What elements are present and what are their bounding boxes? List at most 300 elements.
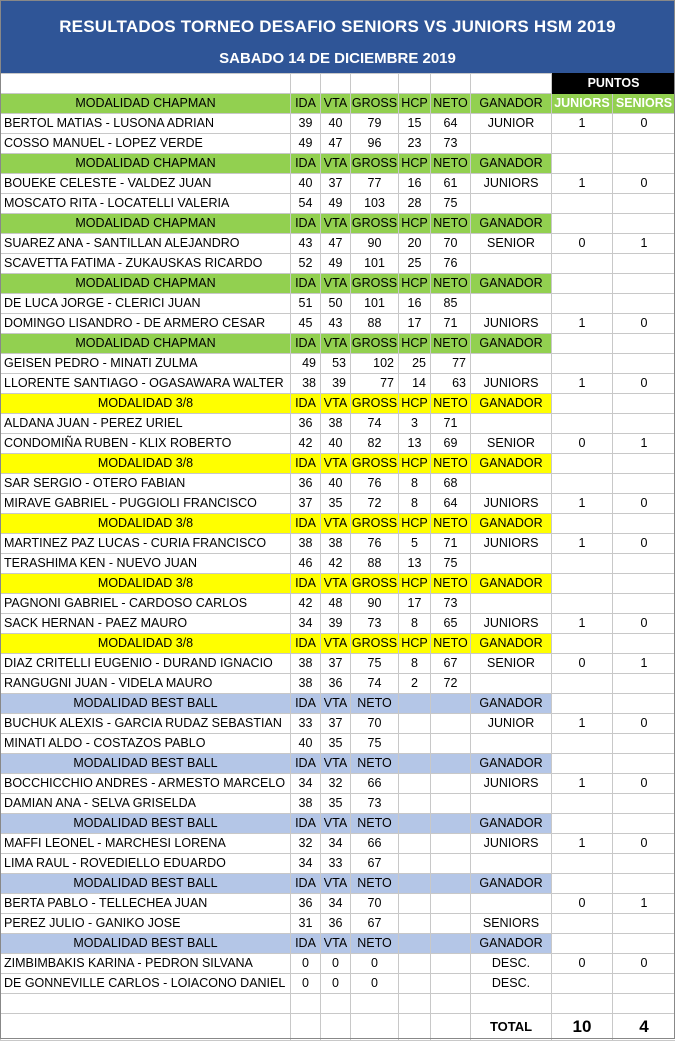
cell-empty	[552, 574, 613, 594]
points-juniors: 0	[552, 654, 613, 674]
score-hcp: 23	[399, 134, 431, 154]
col-ida: IDA	[291, 814, 321, 834]
col-ida: IDA	[291, 694, 321, 714]
points-seniors: 0	[613, 494, 675, 514]
points-juniors: 1	[552, 494, 613, 514]
modality-label: MODALIDAD CHAPMAN	[1, 274, 291, 294]
score-neto: 65	[431, 614, 471, 634]
score-vta: 35	[321, 494, 351, 514]
winner	[471, 734, 552, 754]
points-seniors: 1	[613, 434, 675, 454]
cell-empty	[613, 214, 675, 234]
pair-names: RANGUGNI JUAN - VIDELA MAURO	[1, 674, 291, 694]
score-hcp: 2	[399, 674, 431, 694]
cell-empty	[552, 514, 613, 534]
winner	[471, 294, 552, 314]
total-seniors: 4	[613, 1014, 675, 1041]
points-juniors: 1	[552, 534, 613, 554]
modality-label: MODALIDAD CHAPMAN	[1, 334, 291, 354]
modality-label: MODALIDAD 3/8	[1, 574, 291, 594]
score-neto: 70	[431, 234, 471, 254]
col-hcp	[399, 754, 431, 774]
winner: JUNIOR	[471, 114, 552, 134]
score-ida: 38	[291, 674, 321, 694]
pair-row	[1, 974, 675, 994]
col-gross: GROSS	[351, 334, 399, 354]
cell-empty	[613, 454, 675, 474]
pair-names: PEREZ JULIO - GANIKO JOSE	[1, 914, 291, 934]
score-vta: 37	[321, 714, 351, 734]
col-ganador: GANADOR	[471, 154, 552, 174]
cell-empty	[613, 334, 675, 354]
score-gross: 103	[351, 194, 399, 214]
winner: SENIORS	[471, 914, 552, 934]
score-hcp: 17	[399, 594, 431, 614]
score-gross: 77	[351, 374, 399, 394]
pair-names: MINATI ALDO - COSTAZOS PABLO	[1, 734, 291, 754]
winner: JUNIOR	[471, 714, 552, 734]
cell-empty	[613, 154, 675, 174]
score-hcp: 15	[399, 114, 431, 134]
pair-row	[1, 474, 675, 494]
col-ida: IDA	[291, 274, 321, 294]
col-neto: NETO	[431, 334, 471, 354]
points-seniors: 0	[613, 534, 675, 554]
col-gross: GROSS	[351, 154, 399, 174]
winner: JUNIORS	[471, 834, 552, 854]
winner: SENIOR	[471, 234, 552, 254]
cell-empty	[431, 1014, 471, 1041]
modality-label: MODALIDAD CHAPMAN	[1, 154, 291, 174]
pair-names: MOSCATO RITA - LOCATELLI VALERIA	[1, 194, 291, 214]
col-ida: IDA	[291, 514, 321, 534]
score-ida: 0	[291, 954, 321, 974]
modality-label: MODALIDAD 3/8	[1, 454, 291, 474]
col-neto: NETO	[431, 154, 471, 174]
points-juniors: 0	[552, 434, 613, 454]
col-ganador: GANADOR	[471, 754, 552, 774]
score-gross: 102	[351, 354, 399, 374]
modality-header-row	[1, 874, 675, 894]
score-gross: 75	[351, 734, 399, 754]
points-seniors	[613, 674, 675, 694]
score-neto	[431, 974, 471, 994]
col-vta: VTA	[321, 814, 351, 834]
score-ida: 37	[291, 494, 321, 514]
pair-row	[1, 914, 675, 934]
cell-empty	[552, 694, 613, 714]
pair-row	[1, 954, 675, 974]
winner: SENIOR	[471, 654, 552, 674]
col-vta: VTA	[321, 874, 351, 894]
score-ida: 49	[291, 134, 321, 154]
score-ida: 34	[291, 774, 321, 794]
score-gross: 70	[351, 894, 399, 914]
score-gross: 79	[351, 114, 399, 134]
pair-names: BOCCHICCHIO ANDRES - ARMESTO MARCELO	[1, 774, 291, 794]
cell-empty	[291, 1014, 321, 1041]
pair-names: MIRAVE GABRIEL - PUGGIOLI FRANCISCO	[1, 494, 291, 514]
score-neto: 75	[431, 194, 471, 214]
cell-empty	[552, 934, 613, 954]
score-hcp: 3	[399, 414, 431, 434]
score-gross: 90	[351, 234, 399, 254]
modality-header-row	[1, 574, 675, 594]
points-seniors	[613, 554, 675, 574]
score-neto	[431, 854, 471, 874]
pair-names: MAFFI LEONEL - MARCHESI LORENA	[1, 834, 291, 854]
points-juniors	[552, 554, 613, 574]
pair-row	[1, 414, 675, 434]
cell-empty	[613, 394, 675, 414]
pair-names: LLORENTE SANTIAGO - OGASAWARA WALTER	[1, 374, 291, 394]
col-gross: GROSS	[351, 214, 399, 234]
col-ida: IDA	[291, 154, 321, 174]
col-gross: NETO	[351, 874, 399, 894]
col-ganador: GANADOR	[471, 214, 552, 234]
score-gross: 101	[351, 294, 399, 314]
cell-empty	[552, 754, 613, 774]
score-neto: 75	[431, 554, 471, 574]
puntos-juniors-header: JUNIORS	[552, 94, 613, 114]
pair-row	[1, 774, 675, 794]
pair-names: ZIMBIMBAKIS KARINA - PEDRON SILVANA	[1, 954, 291, 974]
cell-empty	[613, 574, 675, 594]
pair-names: MARTINEZ PAZ LUCAS - CURIA FRANCISCO	[1, 534, 291, 554]
score-hcp: 8	[399, 614, 431, 634]
col-gross: NETO	[351, 814, 399, 834]
points-seniors: 0	[613, 614, 675, 634]
results-table	[0, 73, 675, 1041]
score-neto	[431, 834, 471, 854]
score-ida: 38	[291, 534, 321, 554]
winner	[471, 854, 552, 874]
col-vta: VTA	[321, 934, 351, 954]
score-ida: 33	[291, 714, 321, 734]
col-vta: VTA	[321, 454, 351, 474]
col-ida: IDA	[291, 874, 321, 894]
col-ida: IDA	[291, 634, 321, 654]
modality-header-row	[1, 154, 675, 174]
score-vta: 39	[321, 614, 351, 634]
points-seniors: 0	[613, 174, 675, 194]
col-vta: VTA	[321, 394, 351, 414]
points-seniors: 0	[613, 114, 675, 134]
pair-row	[1, 854, 675, 874]
cell-empty	[1, 1014, 291, 1041]
cell-empty	[552, 994, 613, 1014]
col-ganador: GANADOR	[471, 634, 552, 654]
points-juniors: 1	[552, 174, 613, 194]
pair-names: DE GONNEVILLE CARLOS - LOIACONO DANIEL	[1, 974, 291, 994]
score-hcp	[399, 734, 431, 754]
puntos-header: PUNTOS	[552, 74, 675, 94]
puntos-row	[1, 74, 675, 94]
score-vta: 40	[321, 114, 351, 134]
score-hcp: 8	[399, 654, 431, 674]
pair-names: SCAVETTA FATIMA - ZUKAUSKAS RICARDO	[1, 254, 291, 274]
cell-empty	[552, 154, 613, 174]
col-ida: IDA	[291, 574, 321, 594]
score-gross: 75	[351, 654, 399, 674]
col-gross: GROSS	[351, 454, 399, 474]
modality-header-row	[1, 514, 675, 534]
points-juniors	[552, 354, 613, 374]
col-neto: NETO	[431, 574, 471, 594]
col-vta: VTA	[321, 94, 351, 114]
score-ida: 40	[291, 734, 321, 754]
pair-names: DAMIAN ANA - SELVA GRISELDA	[1, 794, 291, 814]
col-neto: NETO	[431, 394, 471, 414]
score-hcp: 28	[399, 194, 431, 214]
score-hcp	[399, 834, 431, 854]
score-neto	[431, 954, 471, 974]
cell-empty	[552, 874, 613, 894]
score-gross: 0	[351, 954, 399, 974]
score-vta: 40	[321, 474, 351, 494]
col-hcp: HCP	[399, 334, 431, 354]
modality-header-row	[1, 814, 675, 834]
score-hcp: 13	[399, 434, 431, 454]
modality-label: MODALIDAD 3/8	[1, 394, 291, 414]
points-seniors: 0	[613, 954, 675, 974]
col-vta: VTA	[321, 334, 351, 354]
winner	[471, 594, 552, 614]
pair-row	[1, 734, 675, 754]
col-ida: IDA	[291, 754, 321, 774]
cell-empty	[613, 514, 675, 534]
score-vta: 35	[321, 734, 351, 754]
score-hcp: 20	[399, 234, 431, 254]
cell-empty	[471, 994, 552, 1014]
points-seniors: 0	[613, 774, 675, 794]
winner	[471, 194, 552, 214]
modality-header-row	[1, 94, 675, 114]
modality-label: MODALIDAD CHAPMAN	[1, 214, 291, 234]
modality-header-row	[1, 694, 675, 714]
modality-label: MODALIDAD 3/8	[1, 634, 291, 654]
pair-row	[1, 834, 675, 854]
pair-row	[1, 714, 675, 734]
points-juniors	[552, 974, 613, 994]
score-neto: 68	[431, 474, 471, 494]
winner: JUNIORS	[471, 314, 552, 334]
cell-empty	[552, 814, 613, 834]
cell-empty	[321, 1014, 351, 1041]
score-hcp: 16	[399, 294, 431, 314]
score-vta: 43	[321, 314, 351, 334]
pair-row	[1, 794, 675, 814]
pair-row	[1, 534, 675, 554]
col-neto	[431, 694, 471, 714]
score-ida: 32	[291, 834, 321, 854]
modality-header-row	[1, 334, 675, 354]
cell-empty	[613, 274, 675, 294]
col-neto	[431, 874, 471, 894]
score-ida: 45	[291, 314, 321, 334]
score-neto: 64	[431, 494, 471, 514]
score-hcp: 5	[399, 534, 431, 554]
score-vta: 42	[321, 554, 351, 574]
score-hcp	[399, 914, 431, 934]
points-juniors	[552, 474, 613, 494]
score-hcp: 8	[399, 494, 431, 514]
col-ida: IDA	[291, 214, 321, 234]
winner: JUNIORS	[471, 774, 552, 794]
score-hcp: 13	[399, 554, 431, 574]
winner: JUNIORS	[471, 374, 552, 394]
score-vta: 49	[321, 254, 351, 274]
winner: DESC.	[471, 974, 552, 994]
winner	[471, 474, 552, 494]
score-neto: 77	[431, 354, 471, 374]
points-juniors: 1	[552, 714, 613, 734]
score-ida: 36	[291, 414, 321, 434]
score-hcp	[399, 854, 431, 874]
col-gross: GROSS	[351, 514, 399, 534]
points-seniors	[613, 474, 675, 494]
score-neto	[431, 734, 471, 754]
pair-names: TERASHIMA KEN - NUEVO JUAN	[1, 554, 291, 574]
col-hcp: HCP	[399, 574, 431, 594]
score-vta: 36	[321, 914, 351, 934]
col-gross: GROSS	[351, 94, 399, 114]
score-gross: 90	[351, 594, 399, 614]
col-ganador: GANADOR	[471, 574, 552, 594]
col-hcp: HCP	[399, 214, 431, 234]
cell-empty	[321, 994, 351, 1014]
cell-empty	[399, 1014, 431, 1041]
col-neto	[431, 754, 471, 774]
modality-header-row	[1, 454, 675, 474]
points-juniors: 0	[552, 234, 613, 254]
score-vta: 37	[321, 174, 351, 194]
pair-row	[1, 374, 675, 394]
winner: DESC.	[471, 954, 552, 974]
score-ida: 31	[291, 914, 321, 934]
score-hcp	[399, 894, 431, 914]
score-vta: 37	[321, 654, 351, 674]
score-neto	[431, 894, 471, 914]
points-juniors: 1	[552, 114, 613, 134]
pair-row	[1, 194, 675, 214]
score-gross: 96	[351, 134, 399, 154]
score-neto: 71	[431, 534, 471, 554]
pair-row	[1, 894, 675, 914]
points-seniors	[613, 794, 675, 814]
col-ida: IDA	[291, 394, 321, 414]
points-seniors	[613, 974, 675, 994]
score-gross: 74	[351, 674, 399, 694]
score-neto: 71	[431, 314, 471, 334]
points-seniors: 1	[613, 894, 675, 914]
score-gross: 66	[351, 774, 399, 794]
col-vta: VTA	[321, 634, 351, 654]
score-hcp	[399, 954, 431, 974]
pair-names: DOMINGO LISANDRO - DE ARMERO CESAR	[1, 314, 291, 334]
pair-names: LIMA RAUL - ROVEDIELLO EDUARDO	[1, 854, 291, 874]
score-neto: 85	[431, 294, 471, 314]
col-vta: VTA	[321, 754, 351, 774]
score-ida: 51	[291, 294, 321, 314]
score-gross: 74	[351, 414, 399, 434]
winner	[471, 134, 552, 154]
points-juniors	[552, 194, 613, 214]
pair-names: SUAREZ ANA - SANTILLAN ALEJANDRO	[1, 234, 291, 254]
col-neto: NETO	[431, 274, 471, 294]
points-juniors	[552, 794, 613, 814]
score-gross: 73	[351, 614, 399, 634]
score-neto	[431, 794, 471, 814]
col-hcp: HCP	[399, 274, 431, 294]
score-hcp: 16	[399, 174, 431, 194]
score-gross: 70	[351, 714, 399, 734]
col-ganador: GANADOR	[471, 394, 552, 414]
score-hcp	[399, 794, 431, 814]
col-vta: VTA	[321, 574, 351, 594]
score-neto: 67	[431, 654, 471, 674]
cell-empty	[613, 694, 675, 714]
points-seniors: 0	[613, 714, 675, 734]
col-ganador: GANADOR	[471, 934, 552, 954]
score-ida: 36	[291, 474, 321, 494]
score-hcp	[399, 714, 431, 734]
pair-names: SAR SERGIO - OTERO FABIAN	[1, 474, 291, 494]
pair-names: CONDOMIÑA RUBEN - KLIX ROBERTO	[1, 434, 291, 454]
score-neto: 73	[431, 594, 471, 614]
points-seniors: 0	[613, 314, 675, 334]
modality-label: MODALIDAD BEST BALL	[1, 874, 291, 894]
points-seniors	[613, 594, 675, 614]
points-juniors	[552, 294, 613, 314]
pair-row	[1, 354, 675, 374]
cell-empty	[613, 874, 675, 894]
score-ida: 36	[291, 894, 321, 914]
col-neto: NETO	[431, 94, 471, 114]
score-vta: 36	[321, 674, 351, 694]
col-ganador: GANADOR	[471, 334, 552, 354]
cell-empty	[291, 994, 321, 1014]
score-neto	[431, 714, 471, 734]
modality-header-row	[1, 934, 675, 954]
score-hcp	[399, 774, 431, 794]
winner: SENIOR	[471, 434, 552, 454]
score-gross: 66	[351, 834, 399, 854]
score-ida: 54	[291, 194, 321, 214]
score-ida: 34	[291, 614, 321, 634]
points-juniors: 1	[552, 374, 613, 394]
cell-empty	[552, 214, 613, 234]
cell-empty	[399, 994, 431, 1014]
col-neto	[431, 814, 471, 834]
col-neto: NETO	[431, 454, 471, 474]
cell-empty	[552, 334, 613, 354]
col-hcp: HCP	[399, 454, 431, 474]
pair-names: BERTA PABLO - TELLECHEA JUAN	[1, 894, 291, 914]
score-hcp	[399, 974, 431, 994]
col-hcp	[399, 874, 431, 894]
cell-empty	[552, 394, 613, 414]
score-neto: 71	[431, 414, 471, 434]
pair-names: DIAZ CRITELLI EUGENIO - DURAND IGNACIO	[1, 654, 291, 674]
col-gross: GROSS	[351, 574, 399, 594]
pair-row	[1, 114, 675, 134]
col-hcp: HCP	[399, 394, 431, 414]
score-gross: 88	[351, 554, 399, 574]
points-seniors	[613, 914, 675, 934]
col-neto	[431, 934, 471, 954]
score-gross: 0	[351, 974, 399, 994]
